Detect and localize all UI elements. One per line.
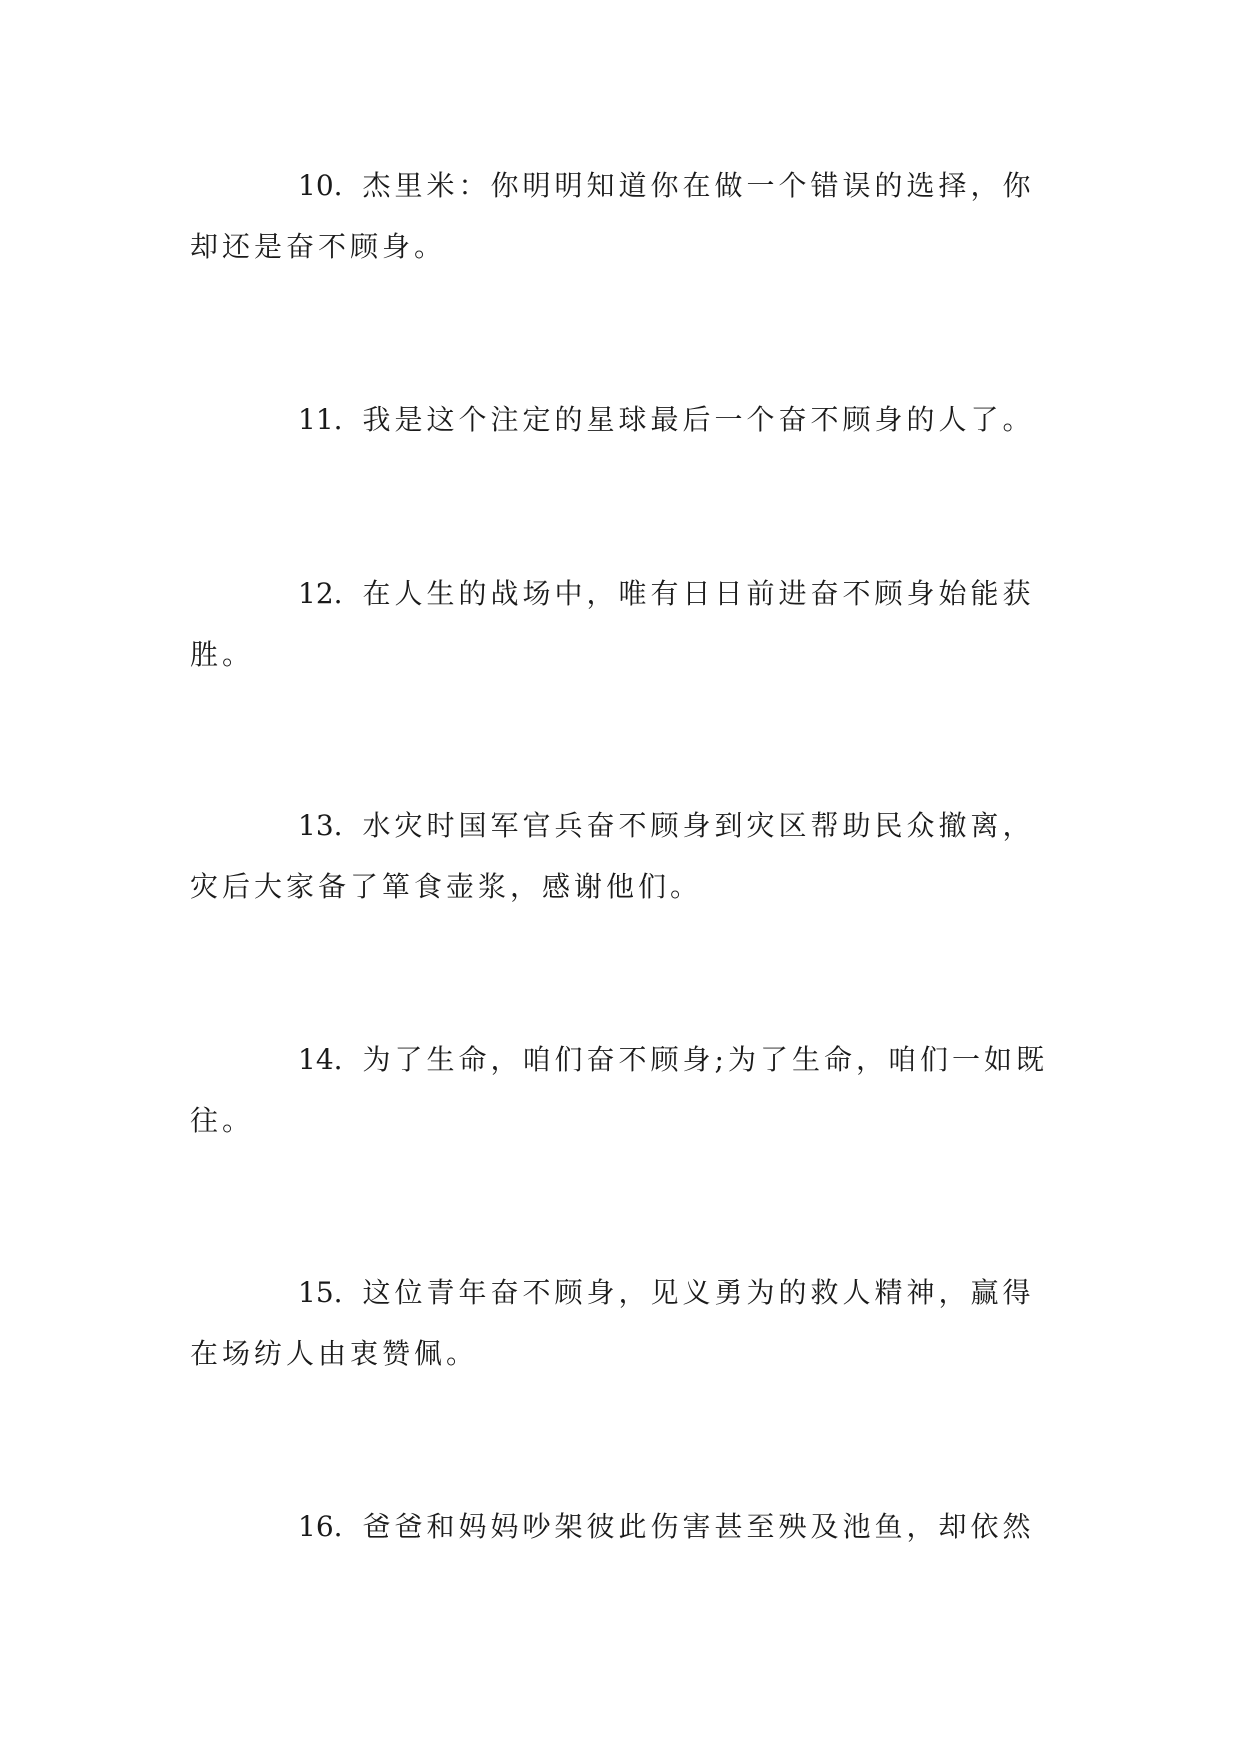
paragraph-number: 16. bbox=[298, 1510, 343, 1543]
paragraph-number: 15. bbox=[298, 1276, 343, 1309]
paragraph-15 bbox=[190, 1262, 1055, 1384]
paragraph-11 bbox=[190, 389, 1055, 450]
paragraph-12 bbox=[190, 563, 1055, 685]
paragraph-text: 在人生的战场中，唯有日日前进奋不顾身始能获胜。 bbox=[190, 577, 1035, 671]
paragraph-text: 这位青年奋不顾身，见义勇为的救人精神，赢得在场纺人由衷赞佩。 bbox=[190, 1276, 1035, 1370]
paragraph-text: 我是这个注定的星球最后一个奋不顾身的人了。 bbox=[362, 403, 1035, 436]
paragraph-13 bbox=[190, 795, 1055, 917]
paragraph-text: 水灾时国军官兵奋不顾身到灾区帮助民众撤离，灾后大家备了箪食壶浆，感谢他们。 bbox=[190, 809, 1035, 903]
paragraph-14 bbox=[190, 1029, 1055, 1151]
paragraph-number: 10. bbox=[298, 169, 343, 202]
paragraph-number: 14. bbox=[298, 1043, 343, 1076]
paragraph-text: 为了生命，咱们奋不顾身;为了生命，咱们一如既往。 bbox=[190, 1043, 1048, 1137]
paragraph-10 bbox=[190, 155, 1055, 277]
paragraph-text: 杰里米：你明明知道你在做一个错误的选择，你却还是奋不顾身。 bbox=[190, 169, 1035, 263]
paragraph-number: 13. bbox=[298, 809, 343, 842]
paragraph-number: 11. bbox=[298, 403, 343, 436]
paragraph-number: 12. bbox=[298, 577, 343, 610]
paragraph-16 bbox=[190, 1496, 1055, 1557]
paragraph-text: 爸爸和妈妈吵架彼此伤害甚至殃及池鱼，却依然 bbox=[362, 1510, 1035, 1543]
